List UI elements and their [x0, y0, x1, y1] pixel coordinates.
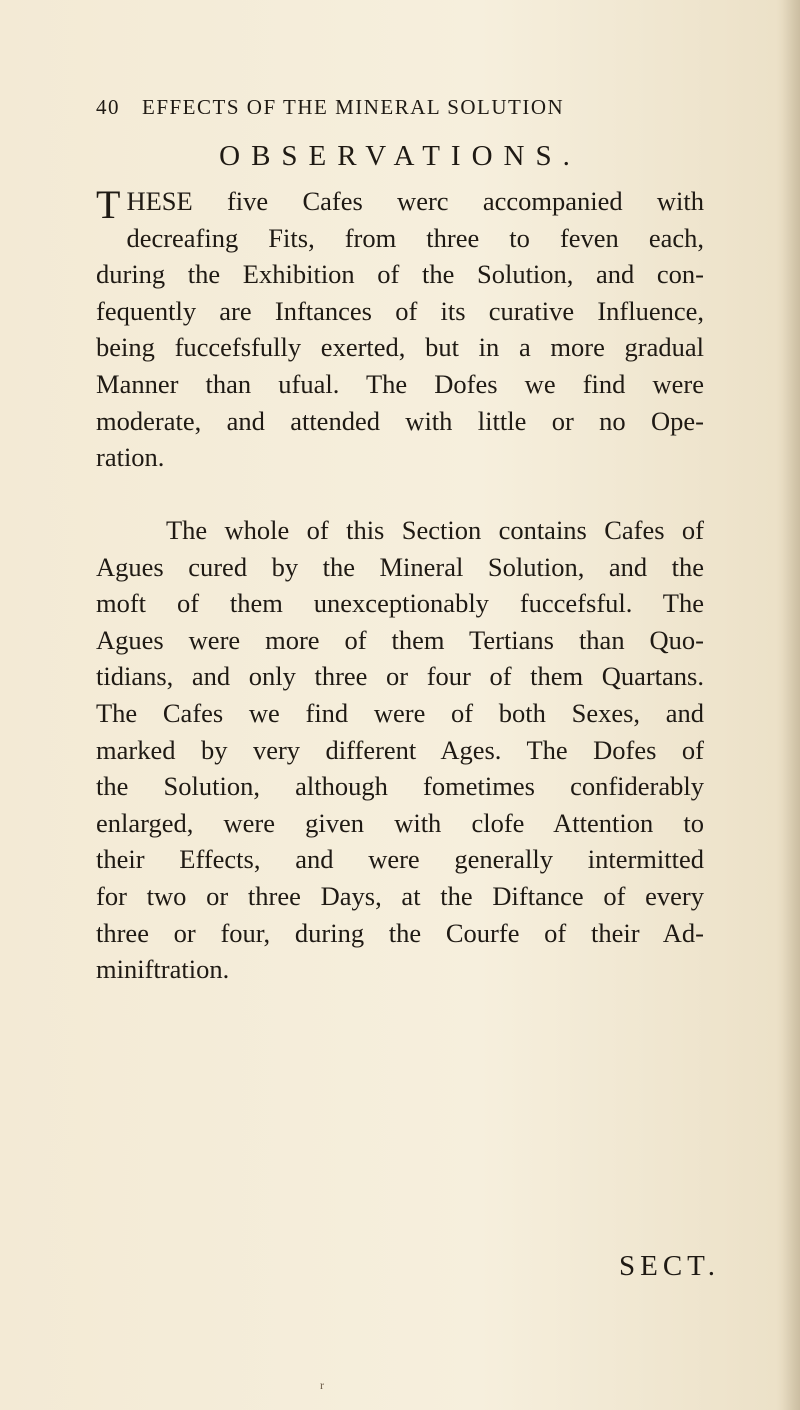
text-line: fequently are Inftances of its curative Influence, [96, 295, 704, 326]
text-line: during the Exhibition of the Solution, and con- [96, 259, 704, 290]
text-line: the Solution, although fometimes confiderably [96, 771, 704, 802]
text-line: decreafing Fits, from three to feven each, [126, 222, 704, 253]
text-line: The whole of this Section contains Cafes of [166, 515, 704, 545]
text-line: moft of them unexceptionably fuccefsful. The [96, 588, 704, 619]
text-line: for two or three Days, at the Diftance of every [96, 880, 704, 911]
text-line: tidians, and only three or four of them Quartans. [96, 661, 704, 692]
text-line: enlarged, were given with clofe Attention to [96, 807, 704, 838]
section-title: OBSERVATIONS. [219, 140, 581, 172]
text-line: being fuccefsfully exerted, but in a more gradual [96, 332, 704, 363]
text-line: moderate, and attended with little or no Ope- [96, 405, 704, 436]
text-line: marked by very different Ages. The Dofes of [96, 734, 704, 765]
page-edge-shadow [782, 0, 800, 1410]
running-head-title: EFFECTS OF THE MINERAL SOLUTION [142, 95, 565, 119]
paragraph-1 [96, 183, 704, 476]
text-line: The Cafes we find were of both Sexes, and [96, 697, 704, 728]
text-line: their Effects, and were generally intermitted [96, 844, 704, 875]
page-number: 40 [96, 95, 120, 119]
text-line: three or four, during the Courfe of their Ad- [96, 917, 704, 948]
text-line: Agues were more of them Tertians than Quo- [96, 624, 704, 655]
signature-mark: r [320, 1378, 324, 1392]
text-line: miniftration. [96, 954, 230, 985]
running-head [96, 95, 696, 120]
text-line: Agues cured by the Mineral Solution, and the [96, 551, 704, 582]
paragraph-2 [96, 512, 704, 988]
drop-cap: T [96, 182, 121, 227]
text-line: HESE five Cafes werc accompanied with [126, 186, 704, 216]
catchword: SECT. [619, 1250, 720, 1282]
text-line: ration. [96, 442, 165, 473]
text-line: Manner than ufual. The Dofes we find were [96, 368, 704, 399]
